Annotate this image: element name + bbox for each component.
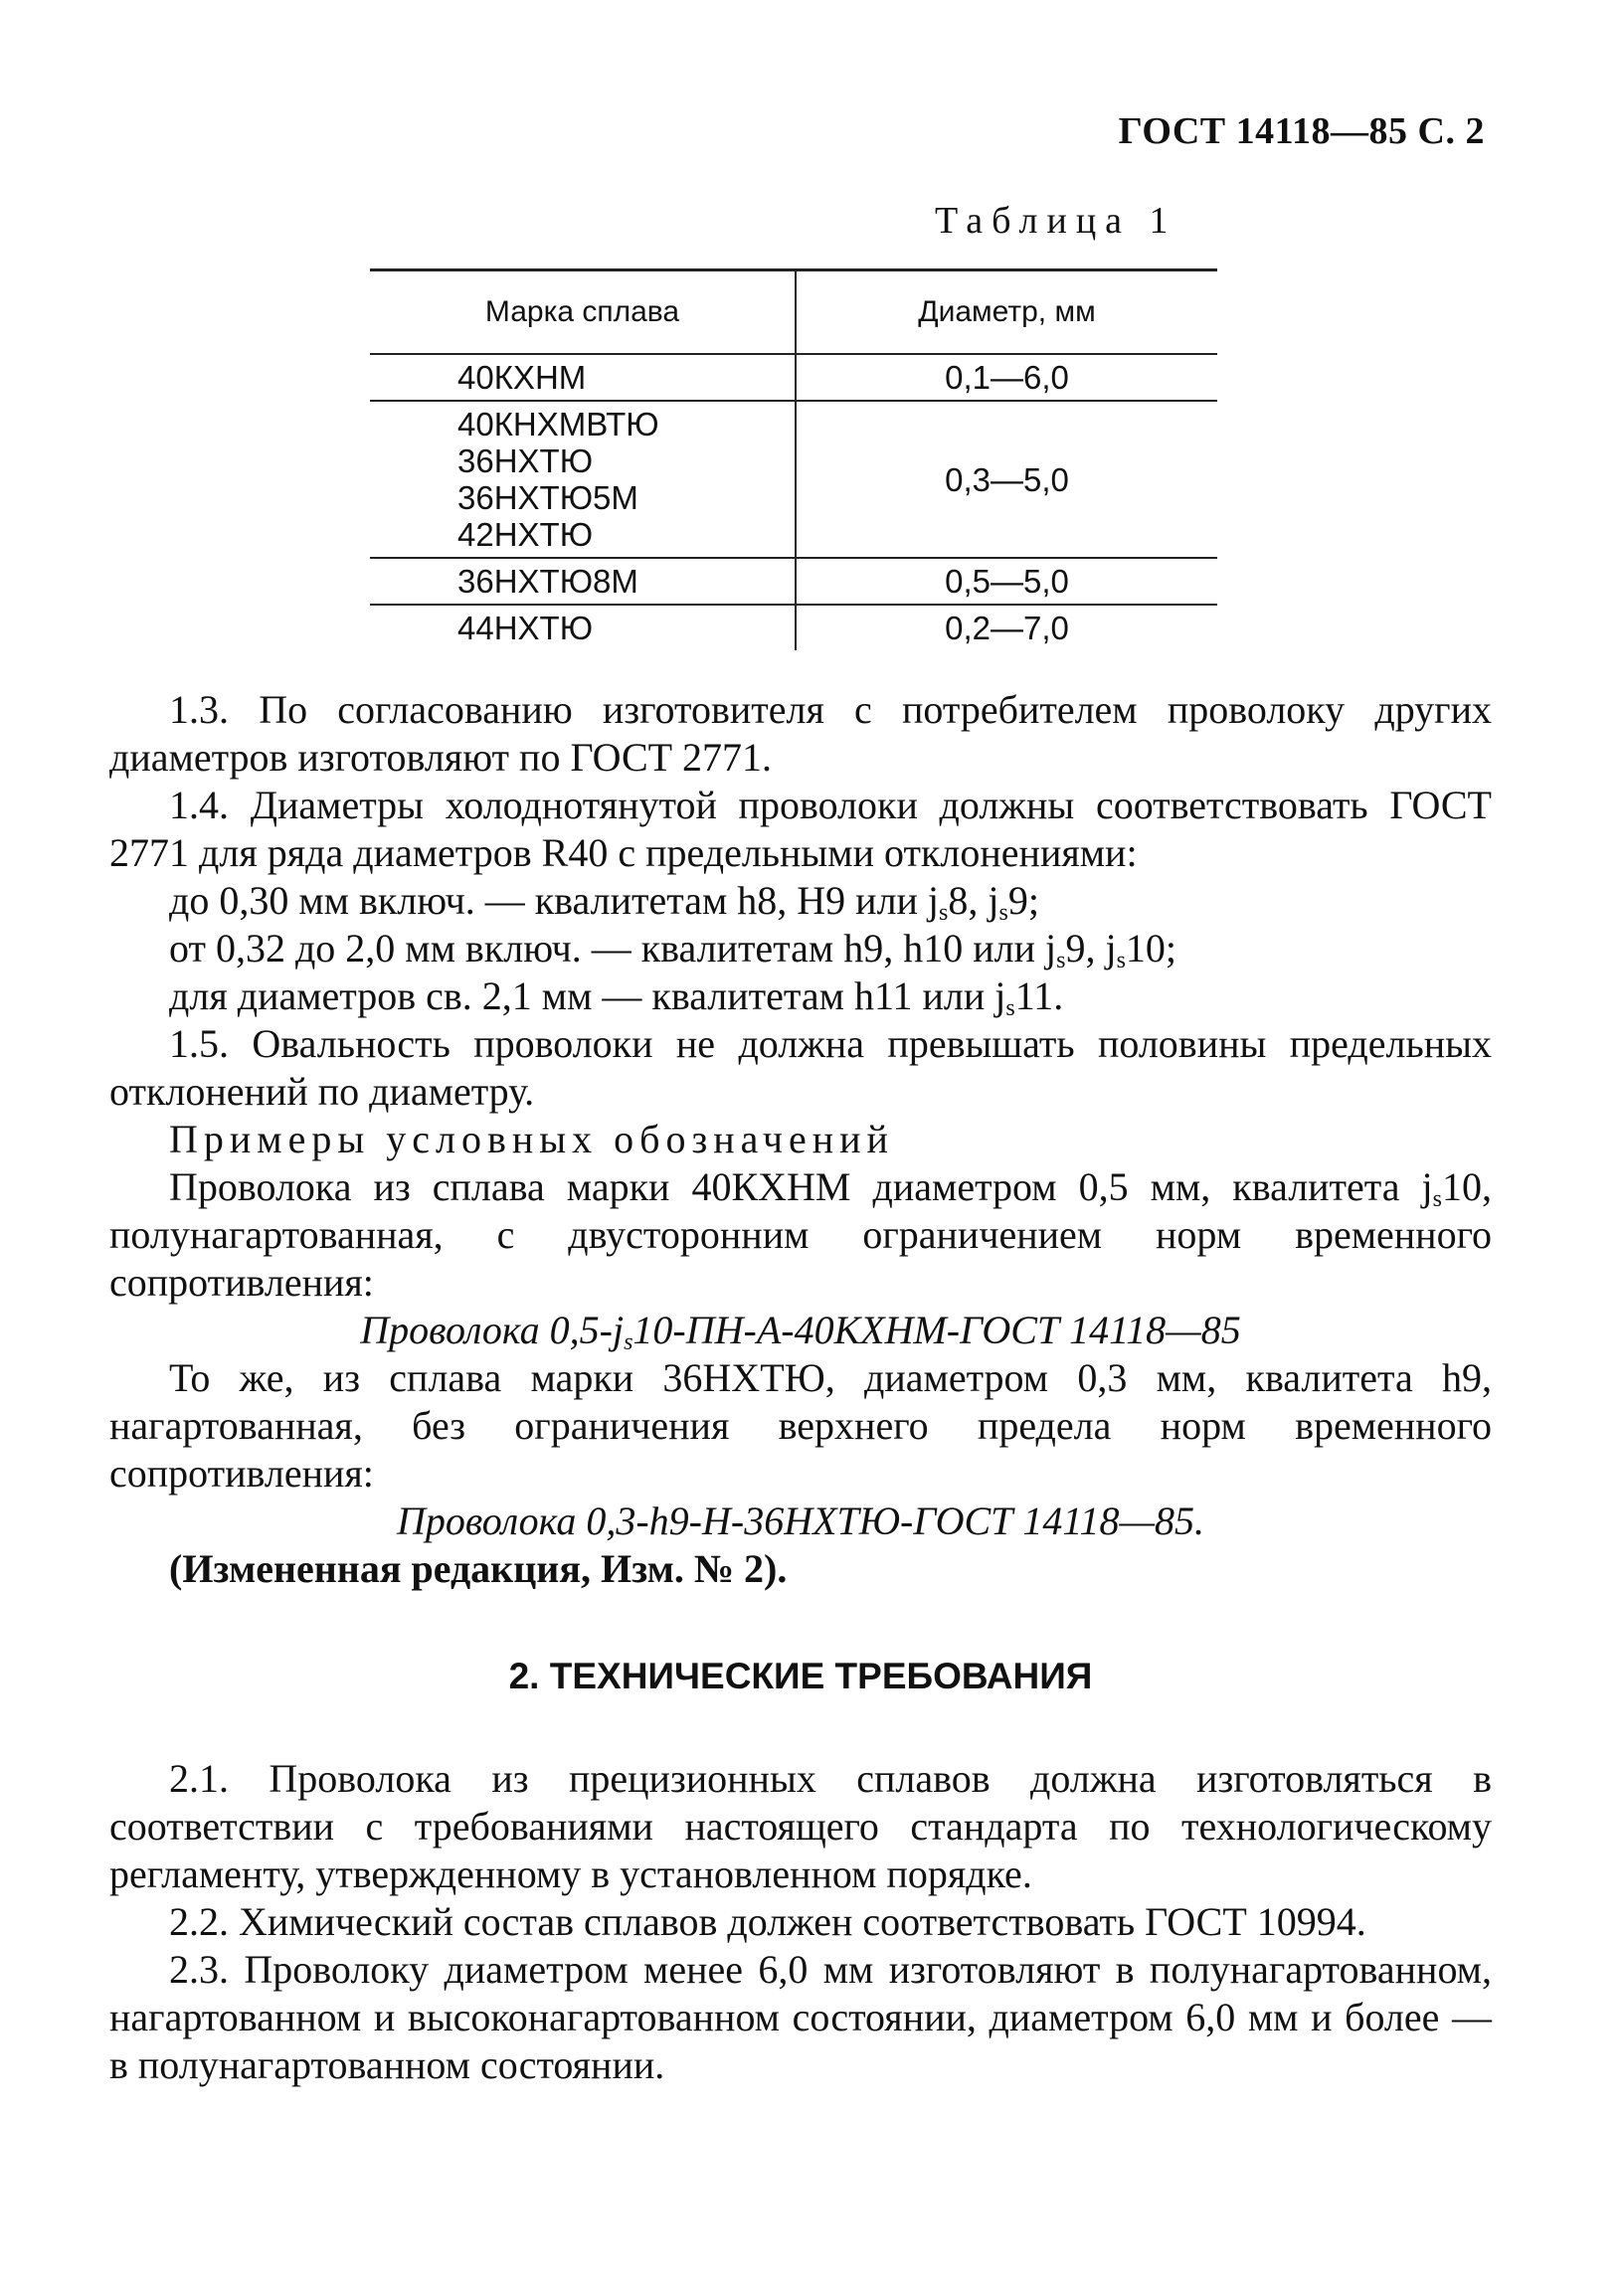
- grade-cell: [370, 558, 796, 605]
- grade: 36НХТЮ: [457, 442, 594, 479]
- clause-2-2: 2.2. Химический состав сплавов должен соответствовать ГОСТ 10994.: [169, 1899, 1366, 1944]
- example-1: Проволока из сплава марки 40КХНМ диаметром 0,5 мм, квалитета $j_s10$, полунагартованная, с двусторонним ограничением норм временного сопротивления:: [109, 1164, 1492, 1305]
- tolerance-line-1: до 0,30 мм включ. — квалитетам h8, H9 или $j_s8$, $j_s9$;: [169, 878, 1039, 926]
- document-body: [109, 686, 1492, 2089]
- example-1-designation: Проволока $0,5-j_s10-ПН-А-40КХНМ$-ГОСТ 14118—85: [360, 1308, 1241, 1355]
- table-row: [370, 401, 1217, 558]
- table-caption: Таблица 1: [935, 200, 1177, 242]
- table-row: [370, 605, 1217, 650]
- table-row: [370, 558, 1217, 605]
- grade: 40КХНМ: [457, 359, 587, 396]
- tolerance-line-3: для диаметров св. 2,1 мм — квалитетам h11 или $j_s11$.: [169, 973, 1064, 1021]
- example-2: То же, из сплава марки 36НХТЮ, диаметром 0,3 мм, квалитета h9, нагартованная, без ограничения верхнего предела норм временного сопротивления:: [109, 1355, 1492, 1496]
- grade: 40КНХМВТЮ: [457, 406, 659, 442]
- col-header-grade: Марка сплава: [370, 270, 796, 355]
- diameter-cell: 0,3—5,0: [796, 401, 1217, 558]
- grade-cell: [370, 605, 796, 650]
- diameter-cell: 0,5—5,0: [796, 558, 1217, 605]
- section-2-title: 2. ТЕХНИЧЕСКИЕ ТРЕБОВАНИЯ: [508, 1656, 1093, 1696]
- alloy-diameter-table: [370, 268, 1217, 650]
- example-2-designation: Проволока 0,3-h9-Н-36НХТЮ-ГОСТ 14118—85.: [396, 1499, 1205, 1543]
- page-header: ГОСТ 14118—85 С. 2: [1118, 110, 1485, 152]
- grade-cell: [370, 354, 796, 401]
- grade: 36НХТЮ8М: [457, 563, 638, 600]
- clause-2-1: 2.1. Проволока из прецизионных сплавов должна изготовляться в соответствии с требованиями настоящего стандарта по технологическому регламенту, утвержденному в установленном порядке.: [109, 1756, 1492, 1896]
- grade: 36НХТЮ5М: [457, 479, 638, 516]
- table-row: [370, 354, 1217, 401]
- amendment-note: (Измененная редакция, Изм. № 2).: [169, 1546, 788, 1591]
- grade-cell: [370, 401, 796, 558]
- tolerance-line-2: от 0,32 до 2,0 мм включ. — квалитетам h9, h10 или $j_s9$, $j_s10$;: [169, 926, 1177, 973]
- clause-2-3: 2.3. Проволоку диаметром менее 6,0 мм изготовляют в полунагартованном, нагартованном и высоконагартованном состоянии, диаметром 6,0 мм и более — в полунагартованном состоянии.: [109, 1947, 1492, 2087]
- clause-1-3: 1.3. По согласованию изготовителя с потребителем проволоку других диаметров изготовляют по ГОСТ 2771.: [109, 687, 1492, 780]
- grade: 44НХТЮ: [457, 610, 594, 646]
- grade: 42НХТЮ: [457, 516, 594, 553]
- examples-title: Примеры условных обозначений: [169, 1117, 894, 1161]
- col-header-diameter: Диаметр, мм: [796, 270, 1217, 355]
- table-header-row: [370, 270, 1217, 355]
- diameter-cell: 0,1—6,0: [796, 354, 1217, 401]
- diameter-cell: 0,2—7,0: [945, 610, 1069, 646]
- clause-1-5: 1.5. Овальность проволоки не должна превышать половины предельных отклонений по диаметру.: [109, 1021, 1492, 1114]
- clause-1-4: 1.4. Диаметры холоднотянутой проволоки должны соответствовать ГОСТ 2771 для ряда диаметров R40 с предельными отклонениями:: [109, 783, 1492, 875]
